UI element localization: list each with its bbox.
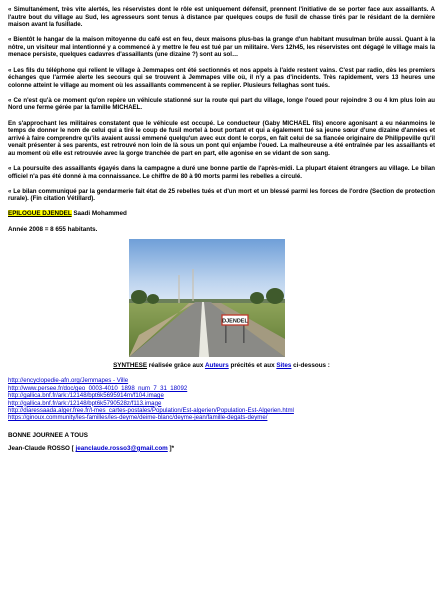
link-diaressaada[interactable]: http://diaressaada.alger.free.fr/l-mes_cartes-postales/Population/Est-algerien/Population-Est-Algerien.html [8,407,294,414]
link-gallica-f104[interactable]: http://gallica.bnf.fr/ark:/12148/bpt6k5695914m/f104.image [8,392,164,400]
synthese-word: SYNTHESE [113,362,148,370]
paragraph-poursuite: « La poursuite des assaillants égayés dans la campagne a duré une bonne partie de l'après-midi. La plupart étaient étrangers au village. Le bilan officiel n'a pas été donné à ma connaissance. Le chiffre de 80 à 90 morts parmi les rebelles a circulé. [8,165,435,180]
paragraph-militaires: En s'approchant les militaires constatent que le véhicule est occupé. Le conducteur (Gaby MICHAEL fils) encore agonisant a eu néanmoins le temps de donner le nom de celui qui a tiré le coup de fusil mortel à bout portant et qui a également tué sa jeune sœur d'une dizaine d'années et arrivé à faire comprendre qu'ils avaient aussi emmené quelqu'un avec eux dont le corps, en fait celui de sa fiancée originaire de Philippeville qu'il venait présenter à ses parents, est retrouvé non loin de là sous un pont qui enjambe l'oued. La malheureuse a été entraînée par les assaillants et au moment où elle est retrouvée avec la gorge tranchée de part en part, elle agonise en se vidant de son sang. [8,119,435,157]
link-gallica-f113[interactable]: http://gallica.bnf.fr/ark:/12148/bpt6k5790528z/f113.image [8,399,162,407]
sites-link[interactable]: Sites [276,362,292,370]
paragraph-vehicule: « Ce n'est qu'à ce moment qu'on repère un véhicule stationné sur la route qui part du village, longe l'oued pour rejoindre 3 ou 4 km plus loin au Nord une ferme gérée par la famille MICHAEL. [8,96,435,112]
djendel-road-photo [129,239,285,357]
source-links [8,377,435,421]
paragraph-telephone: « Les fils du téléphone qui relient le village à Jemmapes ont été sectionnés et nos appels à l'aide restent vains. C'est par radio, dès les premiers échanges que l'armée alerte les secours qui se trouvent à Jemmapes ville où, il n'y a pas d'incidents. Très rapidement, vers 13 heures une colonne atteint le village au moment où les assaillants commencent à se replier. Plusieurs fellaghas sont tués. [8,66,435,89]
closing-greeting: BONNE JOURNEE A TOUS [8,431,88,439]
author-bracket-close: ]* [167,444,175,452]
road-photo-image [129,239,285,357]
link-encyclopedie-afn[interactable]: http://encyclopedie-afn.org/Jemmapes - Ville [8,377,129,385]
epilogue-heading [8,210,435,218]
epilogue-author: Saadi Mohammed [73,210,127,218]
paragraph-bilan: « Le bilan communiqué par la gendarmerie fait état de 25 rebelles tués et d'un mort et un blessé parmi les forces de l'ordre (Section de protection rurale). (Fin citation Vétillard). [8,187,435,203]
author-email-link[interactable]: jeanclaude.rosso3@gmail.com [75,444,168,452]
link-ginoux[interactable]: https://ginoux.community/les-familles/les-deyme/deime-blanc/deyme-jean/famille-degats-deyme/ [8,414,268,422]
synthese-text-2: précités et aux [228,362,277,370]
synthese-line [8,362,435,369]
author-bracket-open: [ [69,444,76,452]
population-line: Année 2008 = 8 655 habitants. [8,226,98,234]
paragraph-hangar: « Bientôt le hangar de la maison mitoyenne du café est en feu, deux maisons plus-bas la grange d'un habitant musulman brûle aussi. Quant à la nôtre, un visiteur mal intentionné y a commencé à y mettre le feu est tué par un militaire. Vers 12h45, les réservistes ont dégagé le village mais la menace persiste, quelques cadavres d'assaillants (une dizaine ?) sont au sol… [8,36,435,59]
author-line [8,445,435,452]
auteurs-link[interactable]: Auteurs [204,362,229,370]
sign-text: DJENDEL [222,318,248,325]
synthese-text-3: ci-dessous : [291,362,330,370]
epilogue-title: EPILOGUE DJENDEL [8,210,72,218]
link-persee[interactable]: http://www.persee.fr/doc/geo_0003-4010_1898_num_7_31_18092 [8,384,188,392]
paragraph-simultanement: « Simultanément, très vite alertés, les réservistes dont le rôle est uniquement défensif, prennent l'initiative de se porter face aux assaillants. A l'autre bout du village au Sud, les agresseurs sont tenus à distance par quelques coups de fusil de chasse tirés par le résidant de la dernière maison avant la fusillade. [8,6,435,29]
synthese-text-1: réalisée grâce aux [147,362,205,370]
author-name: Jean-Claude ROSSO [8,444,70,452]
